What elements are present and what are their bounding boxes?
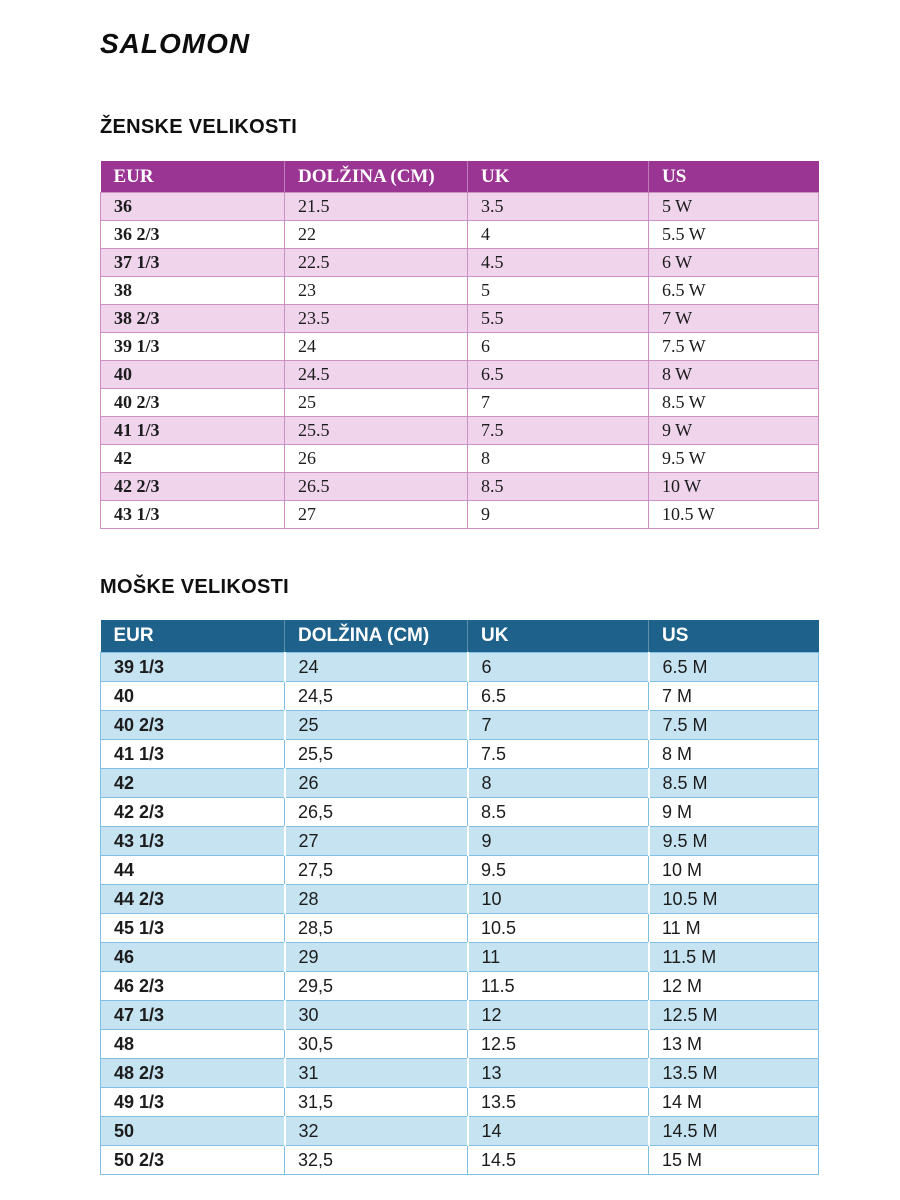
table-cell: 40 [101,682,285,711]
table-cell: 6 [468,653,649,682]
column-header-eur: EUR [101,161,285,193]
table-row [101,711,819,740]
table-cell: 9.5 M [649,827,819,856]
table-row [101,277,819,305]
table-cell: 30 [285,1001,468,1030]
table-cell: 27 [285,501,468,529]
table-row [101,885,819,914]
table-cell: 37 1/3 [101,249,285,277]
table-cell: 9.5 [468,856,649,885]
table-cell: 26,5 [285,798,468,827]
table-cell: 44 [101,856,285,885]
table-cell: 14.5 M [649,1117,819,1146]
column-header-length: DOLŽINA (CM) [285,161,468,193]
table-cell: 21.5 [285,193,468,221]
table-cell: 9 W [649,417,819,445]
table-cell: 22 [285,221,468,249]
table-cell: 28 [285,885,468,914]
table-cell: 42 2/3 [101,798,285,827]
table-cell: 26 [285,769,468,798]
table-cell: 31 [285,1059,468,1088]
table-cell: 10.5 [468,914,649,943]
table-cell: 13 M [649,1030,819,1059]
table-cell: 8 M [649,740,819,769]
table-cell: 8.5 [468,473,649,501]
table-cell: 46 [101,943,285,972]
table-cell: 36 2/3 [101,221,285,249]
table-cell: 11 M [649,914,819,943]
table-row [101,501,819,529]
men-section-title: MOŠKE VELIKOSTI [100,576,289,598]
table-cell: 40 2/3 [101,711,285,740]
table-cell: 25,5 [285,740,468,769]
table-cell: 8.5 W [649,389,819,417]
table-row [101,333,819,361]
column-header-us: US [649,161,819,193]
table-cell: 25 [285,389,468,417]
table-row [101,972,819,1001]
table-cell: 47 1/3 [101,1001,285,1030]
women-table-header [101,161,819,193]
column-header-eur: EUR [101,620,285,653]
table-cell: 6 W [649,249,819,277]
table-cell: 24.5 [285,361,468,389]
table-row [101,769,819,798]
table-cell: 26.5 [285,473,468,501]
table-cell: 38 2/3 [101,305,285,333]
table-cell: 4 [468,221,649,249]
table-row [101,221,819,249]
table-cell: 13.5 [468,1088,649,1117]
table-cell: 6.5 W [649,277,819,305]
table-cell: 43 1/3 [101,827,285,856]
table-cell: 26 [285,445,468,473]
table-cell: 5 W [649,193,819,221]
column-header-us: US [649,620,819,653]
table-cell: 8 W [649,361,819,389]
table-cell: 14.5 [468,1146,649,1175]
table-cell: 7.5 W [649,333,819,361]
table-cell: 7 [468,711,649,740]
table-cell: 7.5 [468,740,649,769]
table-cell: 31,5 [285,1088,468,1117]
table-row [101,1117,819,1146]
men-table-header [101,620,819,653]
table-cell: 24 [285,653,468,682]
table-row [101,1059,819,1088]
table-cell: 10.5 W [649,501,819,529]
table-cell: 45 1/3 [101,914,285,943]
table-row [101,798,819,827]
table-cell: 39 1/3 [101,653,285,682]
table-cell: 9 [468,501,649,529]
table-row [101,193,819,221]
table-cell: 11 [468,943,649,972]
table-cell: 42 2/3 [101,473,285,501]
table-cell: 10 M [649,856,819,885]
table-cell: 7.5 M [649,711,819,740]
table-cell: 23 [285,277,468,305]
table-cell: 29,5 [285,972,468,1001]
table-cell: 38 [101,277,285,305]
table-cell: 8 [468,769,649,798]
table-cell: 48 [101,1030,285,1059]
women-table-body [101,193,819,529]
table-row [101,943,819,972]
table-cell: 10 [468,885,649,914]
table-cell: 50 [101,1117,285,1146]
women-size-table [100,161,819,529]
table-cell: 12.5 [468,1030,649,1059]
table-cell: 11.5 M [649,943,819,972]
table-row [101,1001,819,1030]
page [100,0,818,1175]
table-cell: 7 W [649,305,819,333]
table-cell: 11.5 [468,972,649,1001]
table-cell: 14 M [649,1088,819,1117]
table-cell: 41 1/3 [101,740,285,769]
table-row [101,827,819,856]
table-cell: 12.5 M [649,1001,819,1030]
table-cell: 48 2/3 [101,1059,285,1088]
table-cell: 12 M [649,972,819,1001]
salomon-logo: SALOMON [100,28,251,59]
table-cell: 43 1/3 [101,501,285,529]
table-cell: 32 [285,1117,468,1146]
table-cell: 5.5 W [649,221,819,249]
table-cell: 4.5 [468,249,649,277]
table-row [101,389,819,417]
table-cell: 6.5 M [649,653,819,682]
table-cell: 36 [101,193,285,221]
table-cell: 40 2/3 [101,389,285,417]
table-row [101,856,819,885]
table-cell: 14 [468,1117,649,1146]
table-row [101,249,819,277]
table-cell: 27,5 [285,856,468,885]
table-row [101,417,819,445]
table-cell: 22.5 [285,249,468,277]
table-cell: 12 [468,1001,649,1030]
table-cell: 7 M [649,682,819,711]
table-cell: 6 [468,333,649,361]
table-cell: 29 [285,943,468,972]
table-cell: 5.5 [468,305,649,333]
table-cell: 8.5 M [649,769,819,798]
table-cell: 6.5 [468,361,649,389]
table-row [101,914,819,943]
header-row [101,620,819,653]
table-cell: 42 [101,769,285,798]
column-header-uk: UK [468,620,649,653]
table-cell: 25.5 [285,417,468,445]
column-header-uk: UK [468,161,649,193]
table-cell: 28,5 [285,914,468,943]
table-cell: 9 M [649,798,819,827]
table-cell: 8 [468,445,649,473]
women-section-title: ŽENSKE VELIKOSTI [100,116,298,138]
table-row [101,1030,819,1059]
table-cell: 10 W [649,473,819,501]
table-cell: 9 [468,827,649,856]
table-cell: 41 1/3 [101,417,285,445]
table-cell: 7 [468,389,649,417]
table-cell: 46 2/3 [101,972,285,1001]
table-cell: 8.5 [468,798,649,827]
men-table-body [101,653,819,1175]
table-cell: 23.5 [285,305,468,333]
table-row [101,305,819,333]
table-cell: 50 2/3 [101,1146,285,1175]
header-row [101,161,819,193]
table-cell: 13.5 M [649,1059,819,1088]
table-cell: 7.5 [468,417,649,445]
table-cell: 49 1/3 [101,1088,285,1117]
table-row [101,361,819,389]
table-cell: 13 [468,1059,649,1088]
table-cell: 24 [285,333,468,361]
table-row [101,473,819,501]
table-cell: 44 2/3 [101,885,285,914]
table-cell: 6.5 [468,682,649,711]
table-cell: 27 [285,827,468,856]
table-cell: 39 1/3 [101,333,285,361]
table-row [101,1088,819,1117]
table-cell: 15 M [649,1146,819,1175]
table-cell: 5 [468,277,649,305]
table-cell: 3.5 [468,193,649,221]
table-cell: 40 [101,361,285,389]
table-row [101,682,819,711]
table-row [101,740,819,769]
table-cell: 30,5 [285,1030,468,1059]
men-size-table [100,620,819,1175]
table-cell: 42 [101,445,285,473]
column-header-length: DOLŽINA (CM) [285,620,468,653]
table-cell: 25 [285,711,468,740]
table-cell: 32,5 [285,1146,468,1175]
table-cell: 24,5 [285,682,468,711]
table-row [101,445,819,473]
table-cell: 10.5 M [649,885,819,914]
table-cell: 9.5 W [649,445,819,473]
table-row [101,1146,819,1175]
table-row [101,653,819,682]
